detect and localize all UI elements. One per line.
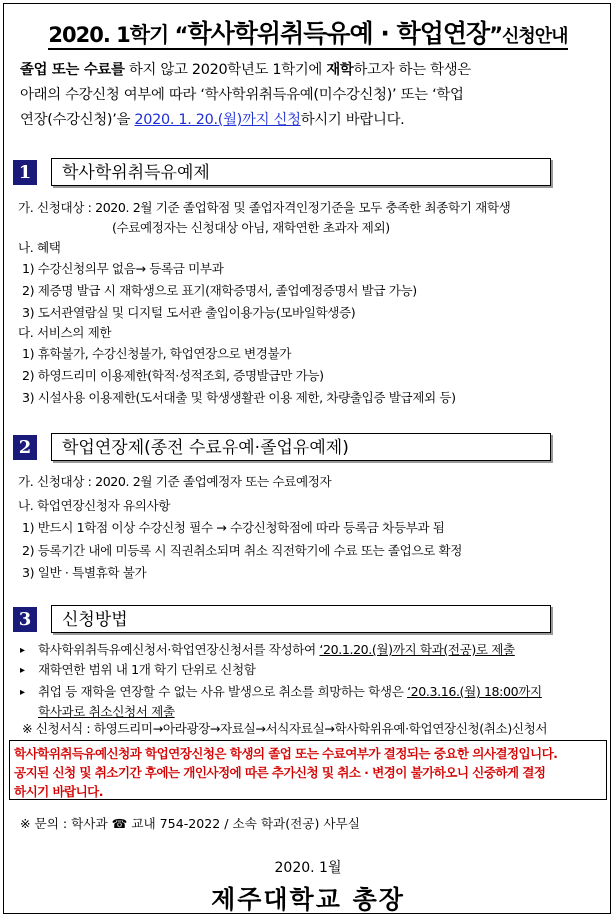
s1-benefit-2: 2) 제증명 발급 시 재학생으로 표기(재학증명서, 졸업예정증명서 발급 가능) (22, 283, 417, 298)
s3-item-1: 학사학위취득유예신청서·학업연장신청서를 작성하여 (38, 642, 320, 657)
contact-text: 교내 754-2022 / 소속 학과(전공) 사무실 (127, 816, 360, 831)
s1-target-note: (수료예정자는 신청대상 아님, 재학연한 초과자 제외) (112, 220, 390, 235)
issue-date: 2020. 1월 (274, 860, 342, 876)
intro-text-4: 하시기 바랍니다. (300, 112, 405, 128)
warning-line-2: 공지된 신청 및 취소기간 후에는 개인사정에 따른 추가신청 및 취소 · 변경이 불가하오니 신중하게 결정 (14, 765, 546, 780)
section-number-badge: 2 (13, 435, 37, 460)
s3-item-3-deadline: ‘20.3.16.(월) 18:00까지 (407, 684, 542, 699)
contact-prefix: ※ 문의 : 학사과 (20, 816, 112, 831)
section-title: 신청방법 (51, 605, 551, 633)
s2-notes-heading: 나. 학업연장신청자 유의사항 (18, 498, 170, 513)
s3-form-path: ※ 신청서식 : 하영드리미→아라광장→자료실→서식자료실→학사학위유예·학업연장신청(취소)신청서 (22, 721, 548, 736)
bullet-icon: ▸ (20, 645, 26, 656)
intro-text-3: 연장(수강신청)’을 (20, 112, 131, 128)
s1-target: 가. 신청대상 : 2020. 2월 기준 졸업학점 및 졸업자격인정기준을 모두 충족한 최종학기 재학생 (18, 200, 511, 215)
s2-note-2: 2) 등록기간 내에 미등록 시 직권취소되며 취소 직전학기에 수료 또는 졸업으로 확정 (22, 543, 463, 558)
s3-item-3: 취업 등 재학을 연장할 수 없는 사유 발생으로 취소를 희망하는 학생은 (38, 684, 408, 699)
section-title: 학업연장제(종전 수료유예·졸업유예제) (51, 433, 551, 461)
title-main: 학사학위취득유예 · 학업연장 (187, 19, 490, 48)
section-number-badge: 1 (13, 160, 37, 185)
intro-paragraph (20, 58, 606, 133)
section-number-badge: 3 (13, 607, 37, 632)
s1-limits-heading: 다. 서비스의 제한 (18, 325, 112, 340)
s1-limit-1: 1) 휴학불가, 수강신청불가, 학업연장으로 변경불가 (22, 346, 292, 361)
s1-limit-2: 2) 하영드리미 이용제한(학적·성적조회, 증명발급만 가능) (22, 368, 324, 383)
title-year: 2020. 1학기 “ (48, 23, 188, 47)
title-suffix: 신청안내 (502, 26, 568, 47)
intro-text-2: 하고자 하는 학생은 (353, 62, 471, 78)
warning-line-1: 학사학위취득유예신청과 학업연장신청은 학생의 졸업 또는 수료여부가 결정되는 중요한 의사결정입니다. (14, 746, 558, 761)
signature: 제주대학교 총장 (211, 885, 405, 914)
s1-benefits-heading: 나. 혜택 (18, 240, 61, 255)
s1-benefit-1: 1) 수강신청의무 없음→ 등록금 미부과 (22, 261, 224, 276)
page-title (0, 14, 616, 50)
intro-deadline: 2020. 1. 20.(월)까지 신청 (134, 112, 301, 128)
s3-item-1-deadline: ‘20.1.20.(월)까지 학과(전공)로 제출 (319, 642, 515, 657)
title-quote: ” (489, 23, 502, 47)
s3-item-3-cont: 학사과로 취소신청서 제출 (38, 704, 175, 719)
s1-benefit-3: 3) 도서관열람실 및 디지털 도서관 출입이용가능(모바일학생증) (22, 305, 356, 320)
section-title: 학사학위취득유예제 (51, 158, 551, 186)
s2-note-1: 1) 반드시 1학점 이상 수강신청 필수 → 수강신청학점에 따라 등록금 차등부과 됨 (22, 520, 445, 535)
intro-line-2: 아래의 수강신청 여부에 따라 ‘학사학위취득유예(미수강신청)’ 또는 ‘학업 (20, 87, 464, 103)
warning-line-3: 하시기 바랍니다. (14, 784, 103, 799)
bullet-icon: ▸ (20, 665, 26, 676)
s2-target: 가. 신청대상 : 2020. 2월 기준 졸업예정자 또는 수료예정자 (18, 474, 332, 489)
s3-item-2: 재학연한 범위 내 1개 학기 단위로 신청함 (38, 662, 256, 677)
s1-limit-3: 3) 시설사용 이용제한(도서대출 및 학생생활관 이용 제한, 차량출입증 발급제외 등) (22, 390, 456, 405)
intro-emph-2: 재학 (326, 62, 354, 78)
phone-icon: ☎ (111, 816, 128, 831)
bullet-icon: ▸ (20, 687, 26, 698)
intro-emph-1: 졸업 또는 수료를 (20, 62, 125, 78)
s2-note-3: 3) 일반 · 특별휴학 불가 (22, 565, 147, 580)
warning-box (9, 740, 607, 800)
contact-info (20, 813, 360, 832)
intro-text-1: 하지 않고 2020학년도 1학기에 (128, 62, 323, 78)
